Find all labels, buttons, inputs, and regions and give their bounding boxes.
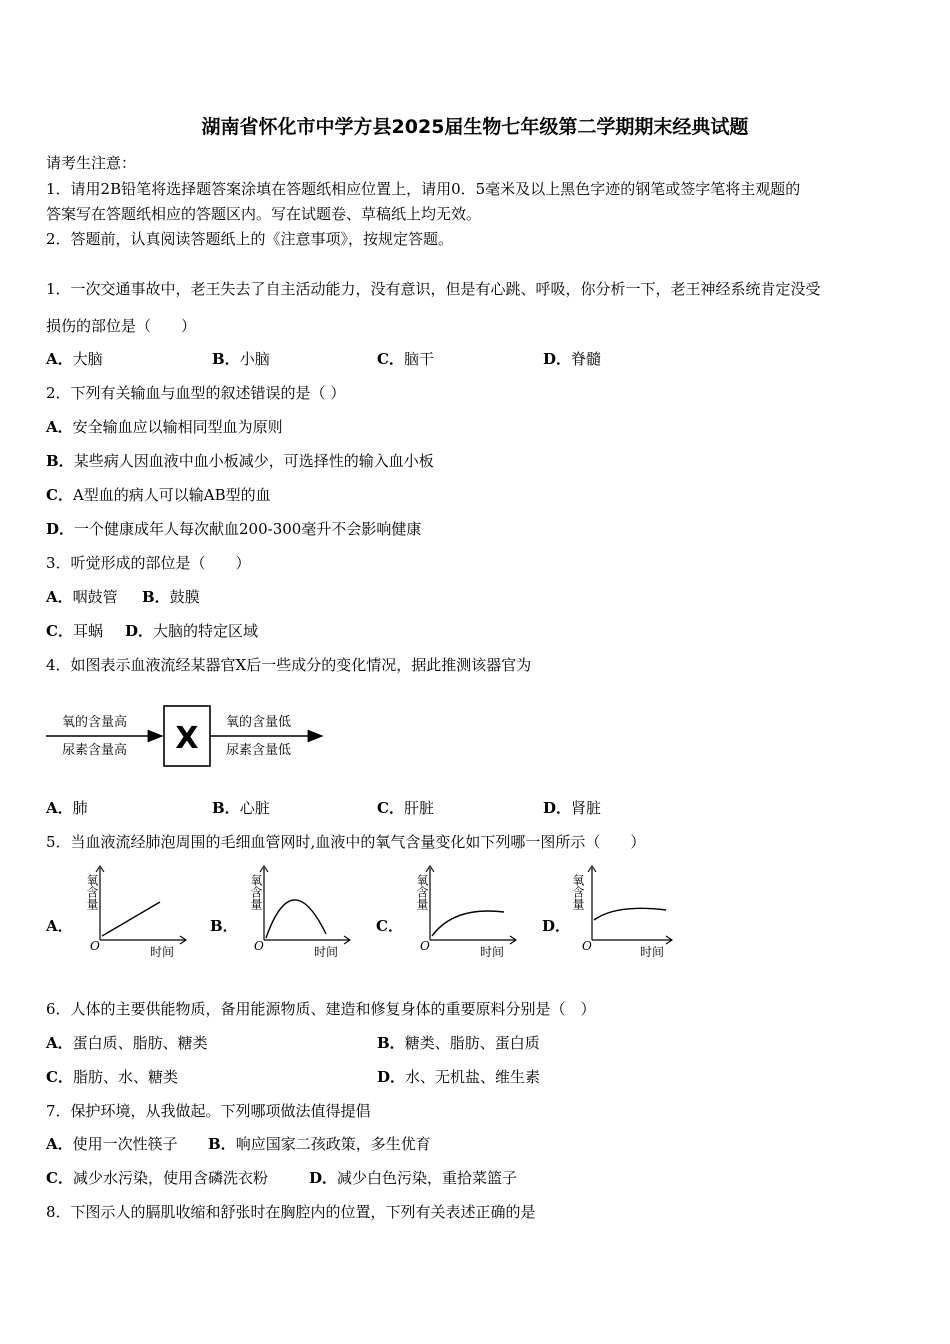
graph-curve-rise-plateau	[432, 911, 504, 936]
option-key: A．	[46, 1135, 73, 1153]
diagram-out-bottom-label: 尿素含量低	[226, 743, 292, 758]
option-key: B．	[142, 588, 170, 606]
q1-option-c[interactable]	[377, 348, 434, 369]
notice-heading: 请考生注意：	[46, 154, 137, 172]
option-key: D．	[46, 520, 75, 538]
q4-stem: 4．如图表示血液流经某器官X后一些成分的变化情况，据此推测该器官为	[46, 656, 532, 674]
option-key: B．	[212, 799, 240, 817]
option-text: 一个健康成年人每次献血200-300毫升不会影响健康	[74, 520, 422, 538]
option-text: 鼓膜	[169, 588, 200, 606]
q3-option-b[interactable]	[142, 586, 200, 607]
graph-y-label: 氧含量	[249, 874, 263, 910]
graph-origin: O	[582, 939, 592, 953]
diagram-out-top-label: 氧的含量低	[226, 715, 292, 730]
option-text: 水、无机盐、维生素	[405, 1068, 541, 1086]
option-text: 脑干	[403, 350, 434, 368]
q6-option-d[interactable]	[377, 1066, 540, 1087]
q5-graph-a	[78, 864, 193, 964]
option-key: B．	[377, 1034, 405, 1052]
option-text: 使用一次性筷子	[72, 1135, 178, 1153]
q2-option-b[interactable]	[46, 450, 434, 471]
option-key: C．	[46, 486, 73, 504]
notice-item-1-cont: 答案写在答题纸相应的答题区内。写在试题卷、草稿纸上均无效。	[46, 205, 482, 223]
q7-option-d[interactable]	[309, 1167, 517, 1188]
q6-option-a[interactable]	[46, 1032, 208, 1053]
option-key: A．	[46, 1034, 73, 1052]
option-text: 糖类、脂肪、蛋白质	[404, 1034, 540, 1052]
q5-graph-d	[564, 864, 679, 964]
q7-option-a[interactable]	[46, 1133, 178, 1154]
q6-stem: 6．人体的主要供能物质，备用能源物质、建造和修复身体的重要原料分别是（ ）	[46, 1000, 596, 1018]
option-text: 脂肪、水、糖类	[72, 1068, 178, 1086]
option-key: D．	[125, 622, 154, 640]
diagram-in-bottom-label: 尿素含量高	[62, 743, 128, 758]
q7-option-c[interactable]	[46, 1167, 268, 1188]
option-text: 小脑	[239, 350, 270, 368]
q5-stem: 5．当血液流经肺泡周围的毛细血管网时,血液中的氧气含量变化如下列哪一图所示（ ）	[46, 833, 646, 851]
graph-y-label: 氧含量	[415, 874, 429, 910]
option-key: B．	[212, 350, 240, 368]
q1-stem-cont: 损伤的部位是（ ）	[46, 317, 197, 335]
q4-option-a[interactable]	[46, 797, 88, 818]
option-key: A．	[46, 418, 73, 436]
notice-item-1: 1．请用2B铅笔将选择题答案涂填在答题纸相应位置上，请用0．5毫米及以上黑色字迹的钢笔或签字笔将主观题的	[46, 180, 801, 198]
option-text: 脊髓	[571, 350, 602, 368]
q1-option-b[interactable]	[212, 348, 270, 369]
graph-x-label: 时间	[480, 945, 505, 959]
option-text: 大脑的特定区域	[153, 622, 259, 640]
diagram-in-top-label: 氧的含量高	[62, 715, 128, 730]
option-text: 肝脏	[403, 799, 434, 817]
q5-graph-c	[408, 864, 523, 964]
graph-curve-high-plateau	[594, 908, 666, 920]
graph-x-label: 时间	[640, 945, 665, 959]
q2-option-c[interactable]	[46, 484, 271, 505]
option-key: A．	[46, 588, 73, 606]
q2-option-d[interactable]	[46, 518, 421, 539]
q2-option-a[interactable]	[46, 416, 283, 437]
option-text: 减少水污染，使用含磷洗衣粉	[72, 1169, 268, 1187]
option-text: 响应国家二孩政策，多生优育	[235, 1135, 431, 1153]
option-text: 某些病人因血液中血小板减少，可选择性的输入血小板	[73, 452, 434, 470]
page-title: 湖南省怀化市中学方县2025届生物七年级第二学期期末经典试题	[201, 116, 749, 138]
option-key: C．	[377, 799, 404, 817]
notice-item-2: 2．答题前，认真阅读答题纸上的《注意事项》，按规定答题。	[46, 230, 454, 248]
q6-option-b[interactable]	[377, 1032, 540, 1053]
option-key: B．	[208, 1135, 236, 1153]
option-text: 耳蜗	[72, 622, 103, 640]
q6-option-c[interactable]	[46, 1066, 178, 1087]
organ-flow-diagram	[46, 696, 336, 776]
graph-x-label: 时间	[314, 945, 339, 959]
q4-option-c[interactable]	[377, 797, 434, 818]
q7-stem: 7．保护环境，从我做起。下列哪项做法值得提倡	[46, 1102, 371, 1120]
graph-curve-rise-fall	[266, 900, 326, 938]
q2-stem: 2．下列有关输血与血型的叙述错误的是（ ）	[46, 384, 346, 402]
q5-graph-b	[242, 864, 357, 964]
graph-curve-linear	[102, 902, 160, 936]
option-text: 安全输血应以输相同型血为原则	[72, 418, 283, 436]
option-text: 心脏	[239, 799, 270, 817]
q3-stem: 3．听觉形成的部位是（ ）	[46, 554, 251, 572]
option-key: D．	[309, 1169, 338, 1187]
option-text: A型血的病人可以输AB型的血	[72, 486, 271, 504]
graph-origin: O	[254, 939, 264, 953]
option-key: D．	[543, 799, 572, 817]
q1-option-a[interactable]	[46, 348, 103, 369]
option-key: C．	[377, 350, 404, 368]
option-key: A．	[46, 799, 73, 817]
graph-y-label: 氧含量	[85, 874, 99, 910]
option-key: B．	[46, 452, 74, 470]
graph-origin: O	[90, 939, 100, 953]
option-text: 大脑	[72, 350, 103, 368]
option-text: 咽鼓管	[72, 588, 118, 606]
q5-option-b[interactable]: B．	[210, 917, 238, 935]
option-key: D．	[543, 350, 572, 368]
q7-option-b[interactable]	[208, 1133, 431, 1154]
graph-y-label: 氧含量	[571, 874, 585, 910]
q4-option-d[interactable]	[543, 797, 601, 818]
organ-x-label: X	[175, 721, 199, 756]
q3-option-c[interactable]	[46, 620, 103, 641]
option-text: 肾脏	[571, 799, 602, 817]
q5-option-a[interactable]: A．	[46, 917, 73, 935]
graph-origin: O	[420, 939, 430, 953]
option-key: D．	[377, 1068, 406, 1086]
q3-option-d[interactable]	[125, 620, 258, 641]
option-key: C．	[46, 622, 73, 640]
q1-stem: 1．一次交通事故中，老王失去了自主活动能力，没有意识，但是有心跳、呼吸，你分析一下，老王神经系统肯定没受	[46, 280, 821, 298]
q5-option-d[interactable]: D．	[542, 917, 571, 935]
q5-option-c[interactable]: C．	[376, 917, 403, 935]
option-key: C．	[46, 1169, 73, 1187]
option-text: 肺	[72, 799, 88, 817]
option-text: 减少白色污染，重拾菜篮子	[337, 1169, 518, 1187]
graph-x-label: 时间	[150, 945, 175, 959]
q4-option-b[interactable]	[212, 797, 270, 818]
option-key: A．	[46, 350, 73, 368]
q8-stem: 8．下图示人的膈肌收缩和舒张时在胸腔内的位置，下列有关表述正确的是	[46, 1203, 536, 1221]
q1-option-d[interactable]	[543, 348, 601, 369]
option-key: C．	[46, 1068, 73, 1086]
q3-option-a[interactable]	[46, 586, 118, 607]
option-text: 蛋白质、脂肪、糖类	[72, 1034, 208, 1052]
